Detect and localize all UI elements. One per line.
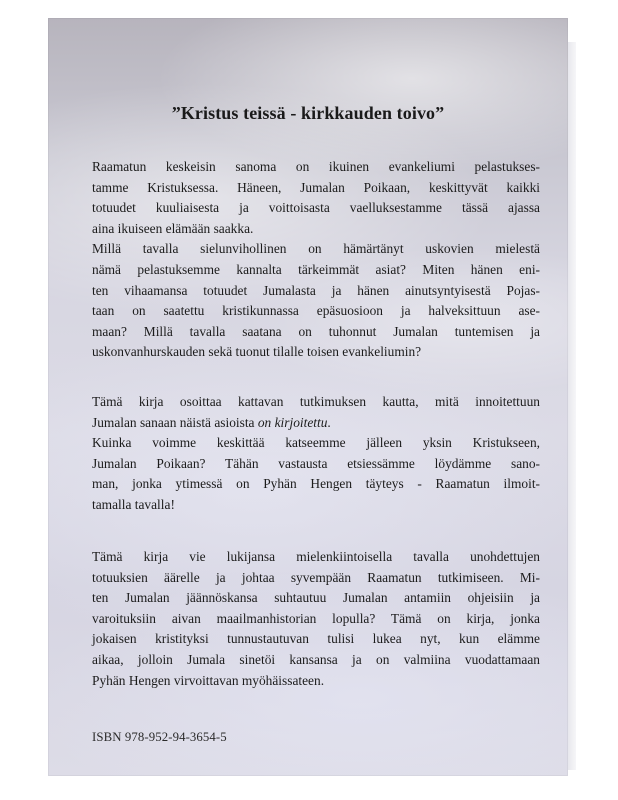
text-line: Tämä kirja vie lukijansa mielenkiintoisella tavalla unohdettujen <box>92 549 540 564</box>
text-line: man, jonka ytimessä on Pyhän Hengen täyteys - Raamatun ilmoit- <box>92 476 540 492</box>
text-line: tamalla tavalla! <box>92 496 175 512</box>
text-line: tamme Kristuksessa. Häneen, Jumalan Poikaan, keskittyvät kaikki <box>92 179 540 195</box>
cover-title: ”Kristus teissä - kirkkauden toivo” <box>171 103 445 123</box>
text-line: varoituksiin aivan maailmanhistorian lopulla? Tämä on kirja, jonka <box>92 610 540 626</box>
text-line: jokaisen kristityksi tunnustautuvan tulisi lukea nyt, kun elämme <box>92 631 540 647</box>
italic-phrase: on kirjoitettu <box>257 414 328 430</box>
text-line: Jumalan Poikaan? Tähän vastausta etsiessämme löydämme sano- <box>92 455 540 471</box>
isbn: ISBN 978-952-94-3654-5 <box>92 730 227 744</box>
text-line: maan? Millä tavalla saatana on tuhonnut Jumalan tuntemisen ja <box>92 323 540 339</box>
text-line: Raamatun keskeisin sanoma on ikuinen evankeliumi pelastukses- <box>92 159 540 174</box>
text-line: aina ikuiseen elämään saakka. <box>92 220 254 236</box>
text-line: Tämä kirja osoittaa kattavan tutkimuksen kautta, mitä innoitettuun <box>92 394 540 409</box>
paragraph-3 <box>92 547 540 691</box>
text-segment: Jumalan sanaan näistä asioista <box>92 414 255 430</box>
text-line: ten Jumalan jäännöskansa suhtautuu Jumalan antamiin ohjeisiin ja <box>92 590 540 606</box>
back-cover <box>48 18 568 776</box>
text-line: Pyhän Hengen virvoittavan myöhäissateen. <box>92 672 325 688</box>
text-line: taan on saatettu kristikunnassa epäsuosioon ja halveksittuun ase- <box>92 303 540 319</box>
text-line-with-italic <box>92 413 540 434</box>
text-line: totuuksien äärelle ja johtaa syvempään Raamatun tutkimiseen. Mi- <box>92 569 540 585</box>
text-line: Millä tavalla sielunvihollinen on hämärtänyt uskovien mielestä <box>92 241 540 257</box>
text-line: ten vihaamansa totuudet Jumalasta ja hänen ainutsyntyisestä Pojas- <box>92 282 540 298</box>
text-line: Kuinka voimme keskittää katseemme jälleen yksin Kristukseen, <box>92 435 540 451</box>
text-line: aikaa, jolloin Jumala sinetöi kansansa ja on valmiina vuodattamaan <box>92 651 540 667</box>
period: . <box>327 414 331 430</box>
paragraph-1 <box>92 157 540 363</box>
text-line: nämä pelastuksemme kannalta tärkeimmät asiat? Miten hänen eni- <box>92 261 540 277</box>
text-line: uskonvanhurskauden sekä tuonut tilalle toisen evankeliumin? <box>92 344 422 360</box>
text-line: totuudet kuuliaisesta ja voittoisasta vaelluksestamme tässä ajassa <box>92 200 540 216</box>
paragraph-2 <box>92 392 540 516</box>
